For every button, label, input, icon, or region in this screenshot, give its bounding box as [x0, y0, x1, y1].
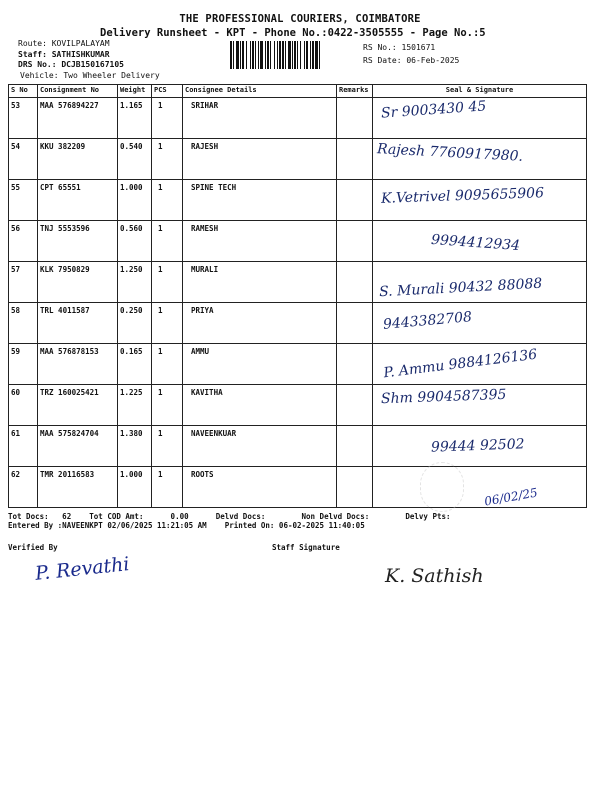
sno-cell: 61 [9, 426, 38, 467]
sno-cell: 57 [9, 262, 38, 303]
pcs-cell: 1 [152, 344, 183, 385]
runsheet-table [8, 84, 587, 508]
handwritten-signature: 9994412934 [430, 231, 521, 255]
weight-cell: 0.560 [118, 221, 152, 262]
col-sno: S No [9, 85, 38, 98]
weight-cell: 0.250 [118, 303, 152, 344]
remarks-cell [337, 467, 373, 508]
table-row [9, 98, 587, 139]
table-header-row [9, 85, 587, 98]
signature-cell [373, 221, 587, 262]
staff-signature-label: Staff Signature [272, 543, 340, 552]
consignee-cell: PRIYA [183, 303, 337, 344]
runsheet-subtitle: Delivery Runsheet - KPT - Phone No.:0422-3505555 - Page No.:5 [100, 27, 486, 39]
barcode [230, 41, 352, 69]
signature-cell [373, 426, 587, 467]
remarks-cell [337, 221, 373, 262]
signature-cell [373, 262, 587, 303]
consignment-cell: MAA 576878153 [38, 344, 118, 385]
pcs-cell: 1 [152, 139, 183, 180]
table-row [9, 262, 587, 303]
pcs-cell: 1 [152, 303, 183, 344]
consignee-cell: NAVEENKUAR [183, 426, 337, 467]
consignee-cell: AMMU [183, 344, 337, 385]
consignment-cell: KLK 7950829 [38, 262, 118, 303]
remarks-cell [337, 98, 373, 139]
consignment-cell: TRZ 160025421 [38, 385, 118, 426]
sno-cell: 53 [9, 98, 38, 139]
rs-date: RS Date: 06-Feb-2025 [363, 55, 460, 65]
consignment-cell: TRL 4011587 [38, 303, 118, 344]
consignment-cell: TNJ 5553596 [38, 221, 118, 262]
table-row [9, 180, 587, 221]
consignee-cell: RAJESH [183, 139, 337, 180]
handwritten-signature: S. Murali 90432 88088 [378, 275, 543, 301]
weight-cell: 0.165 [118, 344, 152, 385]
col-weight: Weight [118, 85, 152, 98]
vehicle-text: Vehicle: Two Wheeler Delivery [20, 71, 160, 80]
weight-cell: 1.000 [118, 467, 152, 508]
drs-number: DRS No.: DCJB150167105 [18, 60, 124, 69]
pcs-cell: 1 [152, 426, 183, 467]
consignment-cell: MAA 576894227 [38, 98, 118, 139]
pcs-cell: 1 [152, 467, 183, 508]
remarks-cell [337, 385, 373, 426]
route-text: Route: KOVILPALAYAM [18, 39, 110, 48]
pcs-cell: 1 [152, 262, 183, 303]
signature-cell [373, 344, 587, 385]
pcs-cell: 1 [152, 180, 183, 221]
consignment-cell: MAA 575824704 [38, 426, 118, 467]
weight-cell: 1.380 [118, 426, 152, 467]
staff-text: Staff: SATHISHKUMAR [18, 49, 110, 59]
handwritten-signature: Rajesh 7760917980. [376, 141, 524, 165]
remarks-cell [337, 344, 373, 385]
signature-cell [373, 98, 587, 139]
handwritten-signature: P. Ammu 9884126136 [382, 346, 539, 382]
entered-by-line: Entered By :NAVEENKPT 02/06/2025 11:21:05 AM Printed On: 06-02-2025 11:40:05 [8, 521, 365, 530]
remarks-cell [337, 180, 373, 221]
handwritten-signature: Sr 9003430 45 [380, 98, 487, 122]
rs-number: RS No.: 1501671 [363, 43, 436, 52]
weight-cell: 0.540 [118, 139, 152, 180]
barcode-bar [320, 41, 322, 69]
table-row [9, 344, 587, 385]
weight-cell: 1.250 [118, 262, 152, 303]
signature-cell [373, 139, 587, 180]
consignment-cell: TMR 20116583 [38, 467, 118, 508]
col-consignee: Consignee Details [183, 85, 337, 98]
remarks-cell [337, 139, 373, 180]
sno-cell: 58 [9, 303, 38, 344]
delivery-date-signature: 06/02/25 [483, 485, 539, 509]
verifier-signature: P. Revathi [34, 553, 131, 585]
pcs-cell: 1 [152, 98, 183, 139]
pcs-cell: 1 [152, 385, 183, 426]
handwritten-signature: Shm 9904587395 [380, 386, 507, 408]
consignee-cell: KAVITHA [183, 385, 337, 426]
runsheet-title: THE PROFESSIONAL COURIERS, COIMBATORE [179, 13, 421, 25]
handwritten-signature: 9443382708 [382, 309, 473, 333]
consignee-cell: MURALI [183, 262, 337, 303]
remarks-cell [337, 426, 373, 467]
rs-info [363, 42, 459, 67]
remarks-cell [337, 303, 373, 344]
consignee-cell: ROOTS [183, 467, 337, 508]
table-row [9, 221, 587, 262]
table-row [9, 385, 587, 426]
weight-cell: 1.000 [118, 180, 152, 221]
sno-cell: 55 [9, 180, 38, 221]
consignee-cell: RAMESH [183, 221, 337, 262]
sno-cell: 60 [9, 385, 38, 426]
col-consignment: Consignment No [38, 85, 118, 98]
signature-cell [373, 467, 587, 508]
faded-stamp [420, 462, 464, 512]
sno-cell: 54 [9, 139, 38, 180]
route-info [18, 39, 124, 71]
handwritten-signature: 99444 92502 [430, 436, 525, 456]
signature-cell [373, 180, 587, 221]
col-signature: Seal & Signature [373, 85, 587, 98]
sno-cell: 62 [9, 467, 38, 508]
weight-cell: 1.165 [118, 98, 152, 139]
signature-cell [373, 303, 587, 344]
remarks-cell [337, 262, 373, 303]
col-remarks: Remarks [337, 85, 373, 98]
consignee-cell: SPINE TECH [183, 180, 337, 221]
consignment-cell: CPT 65551 [38, 180, 118, 221]
col-pcs: PCS [152, 85, 183, 98]
weight-cell: 1.225 [118, 385, 152, 426]
pcs-cell: 1 [152, 221, 183, 262]
signature-cell [373, 385, 587, 426]
consignee-cell: SRIHAR [183, 98, 337, 139]
staff-signature: K. Sathish [385, 565, 484, 587]
sno-cell: 56 [9, 221, 38, 262]
table-row [9, 426, 587, 467]
consignment-cell: KKU 382209 [38, 139, 118, 180]
table-row [9, 303, 587, 344]
verified-by-label: Verified By [8, 543, 58, 552]
handwritten-signature: K.Vetrivel 9095655906 [380, 185, 545, 207]
totals-line: Tot Docs: 62 Tot COD Amt: 0.00 Delvd Docs: Non Delvd Docs: Delvy Pts: [8, 512, 451, 521]
sno-cell: 59 [9, 344, 38, 385]
table-row [9, 139, 587, 180]
